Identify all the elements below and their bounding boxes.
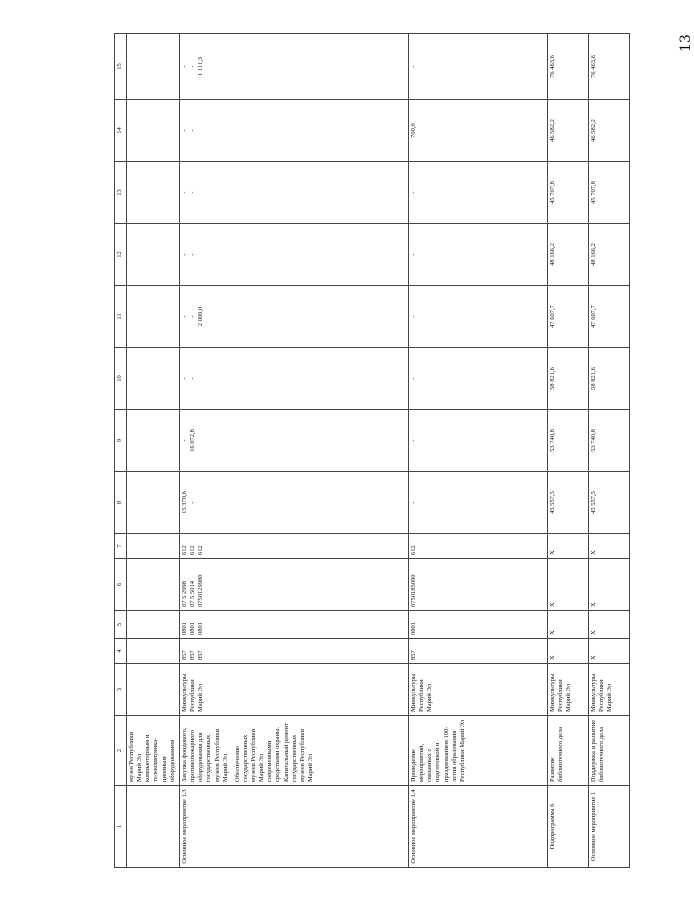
year-value: 47 607,7 xyxy=(548,286,589,348)
header-cell: 2 xyxy=(115,716,127,786)
csr-cell: 0750185090 xyxy=(409,559,548,611)
year-value: 47 607,7 xyxy=(589,286,630,348)
year-value: - xyxy=(409,224,548,286)
grbs-cell xyxy=(180,639,409,664)
grbs-cell: 857 xyxy=(409,639,548,664)
code-value: 0801 xyxy=(197,622,205,635)
year-value: 48 166,2 xyxy=(548,224,589,286)
year-value: - xyxy=(409,410,548,472)
code-value: 857 xyxy=(197,650,205,660)
measure-item-name: Обеспечение государственных музеев Республики Марий Эл современными средствами охраны. Капитальный ремонт государственных музеев Республики Марий Эл xyxy=(233,723,314,782)
row-label xyxy=(127,786,180,868)
rzpr-cell: 0801 xyxy=(409,611,548,639)
year-value: - xyxy=(409,472,548,534)
year-value: - - 2 000,0 xyxy=(180,286,409,348)
year-value: 45 557,5 xyxy=(548,472,589,534)
year-value: 700,0 xyxy=(409,100,548,162)
measure-name: Поддержка и развитие библиотечного дела xyxy=(589,716,630,786)
header-cell: 4 xyxy=(115,639,127,664)
year-value: 46 582,2 xyxy=(548,100,589,162)
year-value: 46 582,2 xyxy=(589,100,630,162)
table-row-measure-1-3 xyxy=(180,34,409,868)
code-value: 857 xyxy=(181,650,188,660)
header-cell: 15 xyxy=(115,34,127,100)
header-cell: 7 xyxy=(115,534,127,559)
vr-cell xyxy=(180,534,409,559)
year-value: 45 707,8 xyxy=(548,162,589,224)
header-cell: 6 xyxy=(115,559,127,611)
row-label: Основное мероприятие 1.3 xyxy=(180,786,409,868)
document-sheet xyxy=(114,34,644,868)
executor: Минкультуры Республики Марий Эл xyxy=(409,664,548,716)
year-value: - 16 072,8 xyxy=(180,410,409,472)
year-value: 76 463,6 xyxy=(548,34,589,100)
header-cell: 10 xyxy=(115,348,127,410)
code-value: 0801 xyxy=(189,622,197,635)
header-cell: 11 xyxy=(115,286,127,348)
year-value: 58 821,6 xyxy=(548,348,589,410)
executor: Минкультуры Республики Марий Эл xyxy=(548,664,589,716)
measure-name: Развитие библиотечного дела xyxy=(548,716,589,786)
header-cell: 8 xyxy=(115,472,127,534)
vr-cell: Х xyxy=(589,534,630,559)
table-row-subprogram-6 xyxy=(548,34,589,868)
measure-name xyxy=(180,716,409,786)
measure-name: музея Республики Марий Эл компьютерным и телекоммуника-ционным оборудованием xyxy=(127,716,180,786)
code-value: 612 xyxy=(181,545,188,555)
year-value: 53 740,8 xyxy=(589,410,630,472)
header-row xyxy=(115,34,127,868)
code-value: 0750129980 xyxy=(197,574,205,607)
year-value: - - xyxy=(180,348,409,410)
header-cell: 5 xyxy=(115,611,127,639)
page-number: 13 xyxy=(678,34,694,52)
row-label: Подпрограмма 6 xyxy=(548,786,589,868)
code-value: 07 5 2998 xyxy=(181,581,188,607)
header-cell: 14 xyxy=(115,100,127,162)
grbs-cell: Х xyxy=(589,639,630,664)
grbs-cell: Х xyxy=(548,639,589,664)
table-row-continuation xyxy=(127,34,180,868)
code-value: 612 xyxy=(197,545,205,555)
year-value: - xyxy=(409,34,548,100)
rzpr-cell: Х xyxy=(589,611,630,639)
year-value: 76 463,6 xyxy=(589,34,630,100)
rzpr-cell: Х xyxy=(548,611,589,639)
executor xyxy=(127,664,180,716)
measure-name: Проведение мероприятий, связанных с подготовкой и празднованием 100-летия образования Республики Марий Эл xyxy=(409,716,548,786)
year-value: - - xyxy=(180,224,409,286)
rzpr-cell xyxy=(180,611,409,639)
csr-cell: Х xyxy=(548,559,589,611)
header-cell: 9 xyxy=(115,410,127,472)
csr-cell xyxy=(180,559,409,611)
header-cell: 12 xyxy=(115,224,127,286)
year-value: - - xyxy=(180,162,409,224)
measure-item-name: Закупка фондового, противопожарного оборудования для государственных музеев Республики Марий Эл xyxy=(181,727,229,782)
year-value: - xyxy=(409,348,548,410)
csr-cell: Х xyxy=(589,559,630,611)
row-label: Основное мероприятие 1 xyxy=(589,786,630,868)
year-value: - xyxy=(409,162,548,224)
table-row-measure-1-4 xyxy=(409,34,548,868)
year-value: - - xyxy=(180,100,409,162)
executor: Минкультуры Республики Марий Эл xyxy=(589,664,630,716)
header-cell: 1 xyxy=(115,786,127,868)
budget-table xyxy=(114,33,630,868)
year-value: 45 707,8 xyxy=(589,162,630,224)
header-cell: 3 xyxy=(115,664,127,716)
table-row-measure-1 xyxy=(589,34,630,868)
vr-cell: 612 xyxy=(409,534,548,559)
year-value: 48 166,2 xyxy=(589,224,630,286)
year-value: 58 821,6 xyxy=(589,348,630,410)
year-value: 15 370,6 - xyxy=(180,472,409,534)
year-value: - xyxy=(409,286,548,348)
header-cell: 13 xyxy=(115,162,127,224)
code-value: 07 5 5014 xyxy=(189,581,197,607)
executor: Минкультуры Республики Марий Эл xyxy=(180,664,409,716)
code-value: 857 xyxy=(189,650,197,660)
row-label: Основное мероприятие 1.4 xyxy=(409,786,548,868)
year-value: 53 740,8 xyxy=(548,410,589,472)
vr-cell: Х xyxy=(548,534,589,559)
year-value: 45 557,5 xyxy=(589,472,630,534)
code-value: 0801 xyxy=(181,622,188,635)
year-value: - - 1 111,3 xyxy=(180,34,409,100)
code-value: 612 xyxy=(189,545,197,555)
